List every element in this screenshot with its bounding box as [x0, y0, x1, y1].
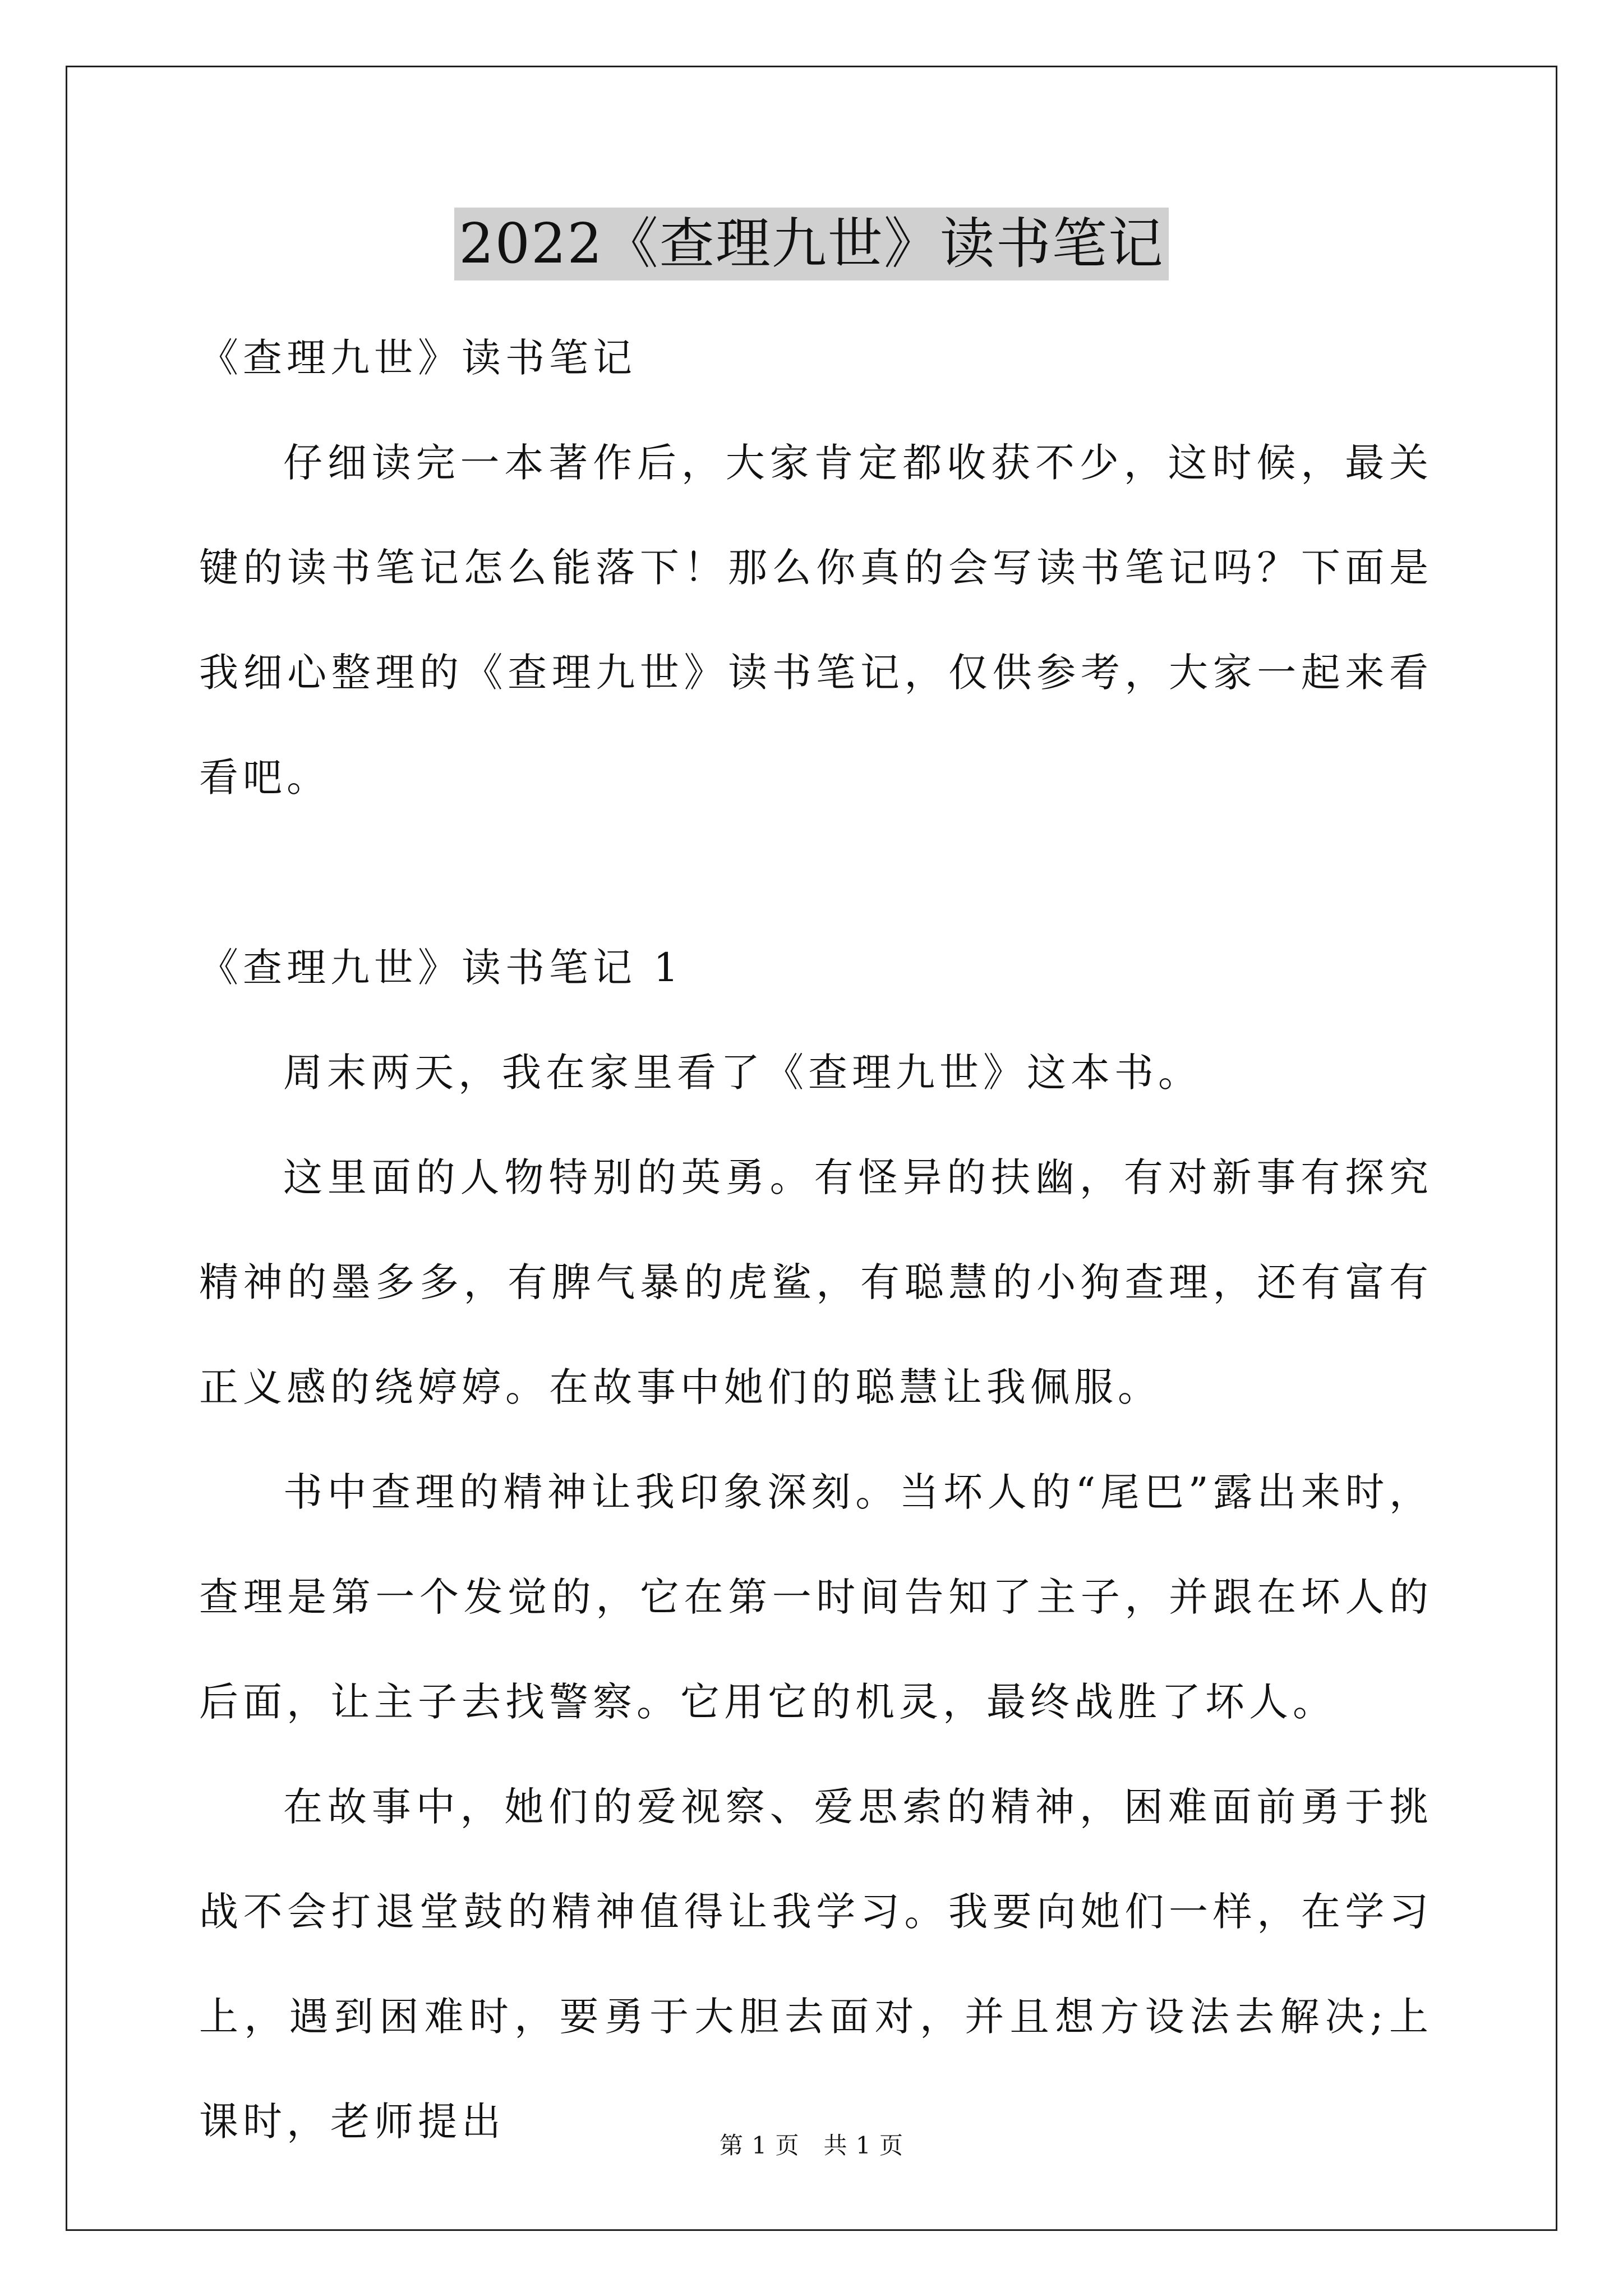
section-heading: 《查理九世》读书笔记 1 — [199, 945, 683, 991]
body-paragraph: 这里面的人物特别的英勇。有怪异的扶幽，有对新事有探究精神的墨多多，有脾气暴的虎鲨，有聪慧的小狗查理，还有富有正义感的绕婷婷。在故事中她们的聪慧让我佩服。 — [199, 1154, 1433, 1410]
title-container — [0, 208, 1623, 280]
document-title: 2022《查理九世》读书笔记 — [454, 208, 1168, 280]
body-paragraph: 周末两天，我在家里看了《查理九世》这本书。 — [283, 1050, 1202, 1096]
document-body — [199, 306, 1433, 2174]
body-paragraph: 书中查理的精神让我印象深刻。当坏人的“尾巴”露出来时，查理是第一个发觉的，它在第一时间告知了主子，并跟在坏人的后面，让主子去找警察。它用它的机灵，最终战胜了坏人。 — [199, 1469, 1433, 1725]
body-paragraph: 在故事中，她们的爱视察、爱思索的精神，困难面前勇于挑战不会打退堂鼓的精神值得让我学习。我要向她们一样，在学习上，遇到困难时，要勇于大胆去面对，并且想方设法去解决;上课时，老师提出 — [199, 1784, 1433, 2145]
section-spacer — [199, 830, 1433, 915]
intro-paragraph: 仔细读完一本著作后，大家肯定都收获不少，这时候，最关键的读书笔记怎么能落下！那么你真的会写读书笔记吗？下面是我细心整理的《查理九世》读书笔记，仅供参考，大家一起来看看吧。 — [199, 440, 1433, 800]
intro-heading: 《查理九世》读书笔记 — [199, 335, 637, 381]
page-footer: 第 1 页 共 1 页 — [720, 2132, 903, 2159]
